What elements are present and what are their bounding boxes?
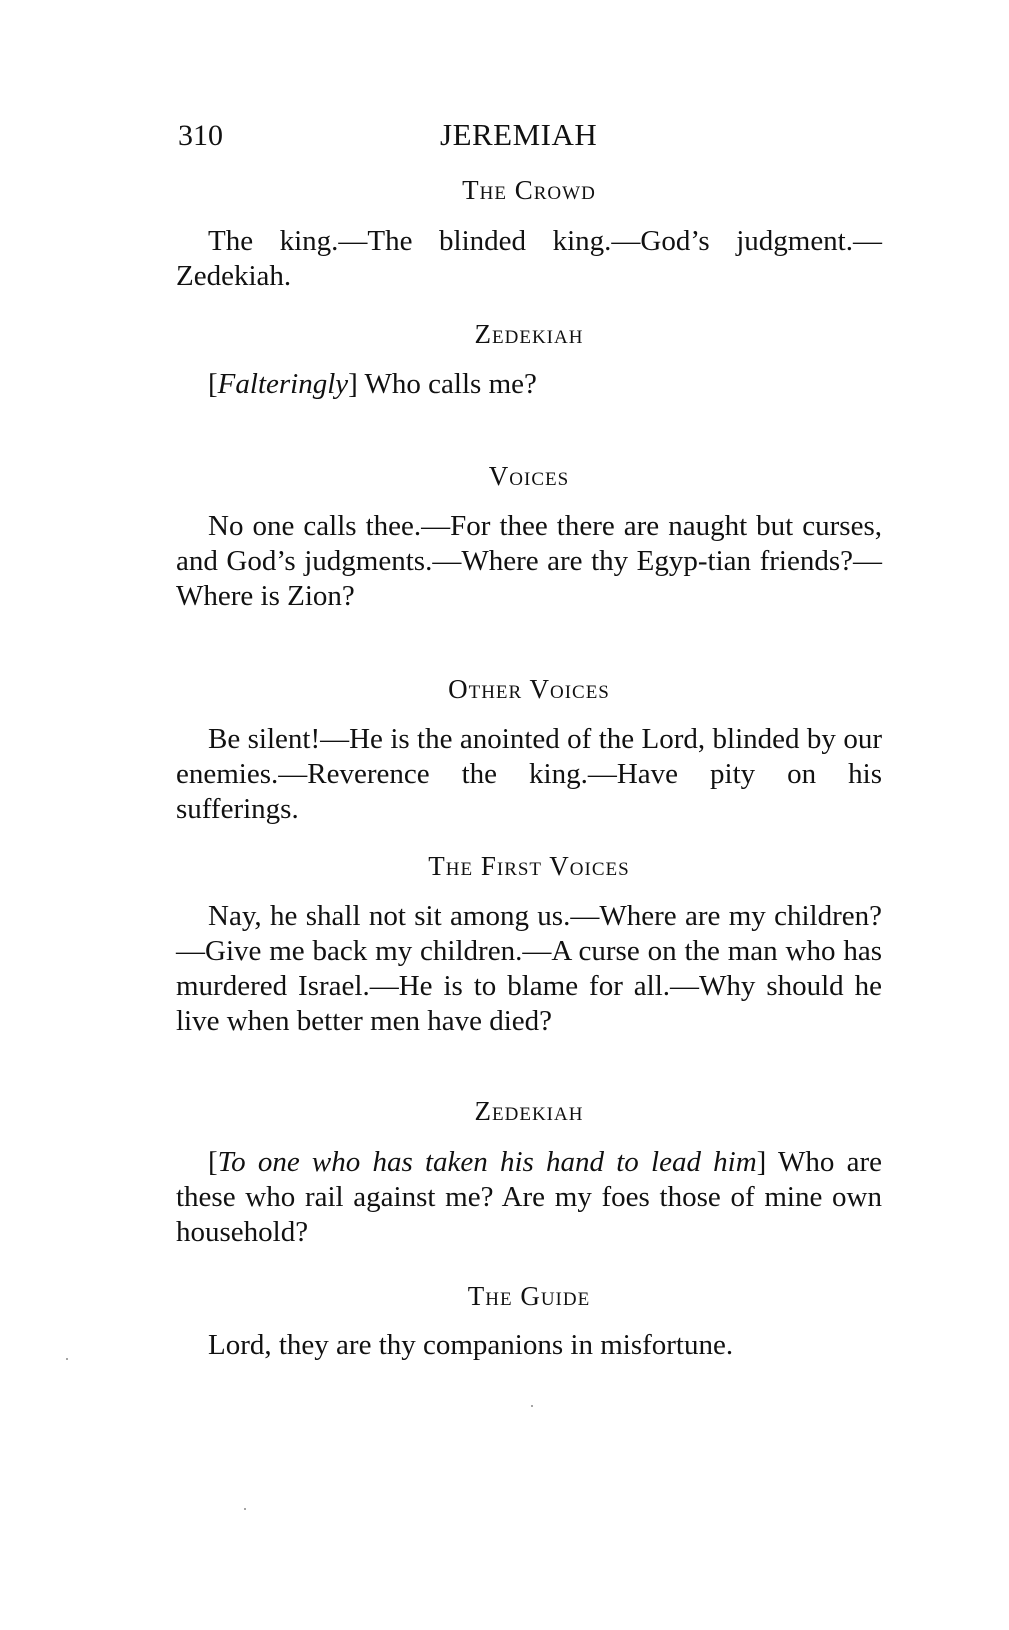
speaker-name: Voices: [488, 461, 570, 491]
scan-speck: [244, 1508, 246, 1510]
stage-direction-open: [: [208, 368, 218, 400]
speech-body: Nay, he shall not sit among us.—Where are my children?—Give me back my children.—A curse on the man who has murdered Israel.—He is to blame for all.—Why should he live when better men have died?: [176, 900, 882, 1037]
speaker-name: Zedekiah: [474, 1096, 584, 1126]
speech-text: [176, 224, 882, 294]
speaker-name: The First Voices: [428, 851, 630, 881]
speech-body: The king.—The blinded king.—God’s judgment.—Zedekiah.: [176, 225, 882, 292]
page-number: 310: [178, 119, 223, 152]
speech-text: [176, 509, 882, 614]
scan-speck: [66, 1358, 68, 1360]
speech-text: [176, 1328, 882, 1363]
speech-body: Who calls me?: [357, 368, 537, 400]
speech-text: [176, 899, 882, 1039]
speech-body: No one calls thee.—For thee there are naught but curses, and God’s judgments.—Where are thy Egyp-tian friends?—Where is Zion?: [176, 510, 882, 612]
stage-direction-open: [: [208, 1146, 218, 1178]
running-head: JEREMIAH: [440, 117, 598, 152]
stage-direction: Falteringly: [217, 368, 349, 400]
stage-direction-close: ]: [756, 1146, 767, 1178]
speech-body: Lord, they are thy companions in misfortune.: [208, 1329, 734, 1361]
stage-direction-close: ]: [348, 368, 358, 400]
scan-speck: [531, 1405, 533, 1407]
speech-body: Be silent!—He is the anointed of the Lord, blinded by our enemies.—Reverence the king.—Have pity on his sufferings.: [176, 723, 882, 825]
speaker-name: The Guide: [467, 1281, 591, 1311]
speaker-name: The Crowd: [462, 175, 596, 205]
speaker-name: Zedekiah: [474, 319, 584, 349]
speech-body: Who are these who rail against me? Are my foes those of mine own household?: [176, 1146, 882, 1248]
speech-text: [176, 1145, 882, 1250]
speech-text: [176, 722, 882, 827]
speaker-name: Other Voices: [448, 674, 610, 704]
speech-text: [176, 367, 882, 402]
stage-direction: To one who has taken his hand to lead him: [217, 1146, 757, 1178]
